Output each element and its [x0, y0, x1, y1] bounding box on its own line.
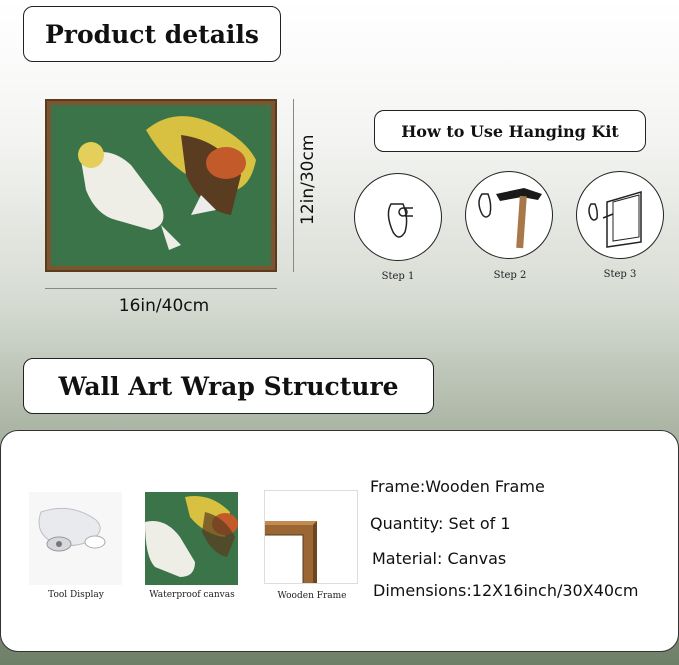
step-3-illustration	[576, 171, 664, 259]
wooden-frame-corner-icon	[265, 491, 358, 584]
width-label: 16in/40cm	[118, 296, 210, 316]
step-3-label: Step 3	[603, 269, 637, 280]
width-dimension-line	[45, 288, 277, 289]
canvas-closeup-artwork	[145, 492, 238, 585]
waterproof-canvas-thumbnail	[145, 492, 238, 585]
framed-painting	[45, 99, 277, 272]
spec-frame: Frame:Wooden Frame	[370, 477, 545, 496]
painting-artwork	[51, 105, 271, 266]
spec-material: Material: Canvas	[372, 549, 507, 568]
wooden-frame-thumbnail	[264, 490, 358, 584]
painting-canvas	[51, 105, 271, 266]
product-details-header	[23, 6, 281, 62]
hanging-kit-header	[374, 110, 646, 152]
product-details-title: Product details	[45, 19, 259, 49]
tool-display-caption: Tool Display	[48, 590, 104, 600]
spec-quantity: Quantity: Set of 1	[370, 514, 511, 533]
tool-kit-icon	[29, 492, 122, 585]
tool-display-thumbnail	[29, 492, 122, 585]
wooden-frame-caption: Wooden Frame	[277, 591, 347, 601]
hook-nail-icon	[355, 174, 440, 259]
hammer-icon	[466, 172, 551, 257]
step-1-label: Step 1	[381, 271, 415, 282]
wrap-structure-title: Wall Art Wrap Structure	[58, 371, 399, 401]
hanging-frame-icon	[577, 172, 662, 257]
height-label: 12in/30cm	[298, 134, 318, 226]
spec-dimensions: Dimensions:12X16inch/30X40cm	[373, 581, 639, 600]
waterproof-canvas-caption: Waterproof canvas	[149, 590, 235, 600]
hanging-kit-title: How to Use Hanging Kit	[401, 121, 619, 141]
wrap-structure-header	[23, 358, 434, 414]
step-1-illustration	[354, 173, 442, 261]
step-2-illustration	[465, 171, 553, 259]
height-dimension-line	[293, 99, 294, 272]
step-2-label: Step 2	[493, 270, 527, 281]
